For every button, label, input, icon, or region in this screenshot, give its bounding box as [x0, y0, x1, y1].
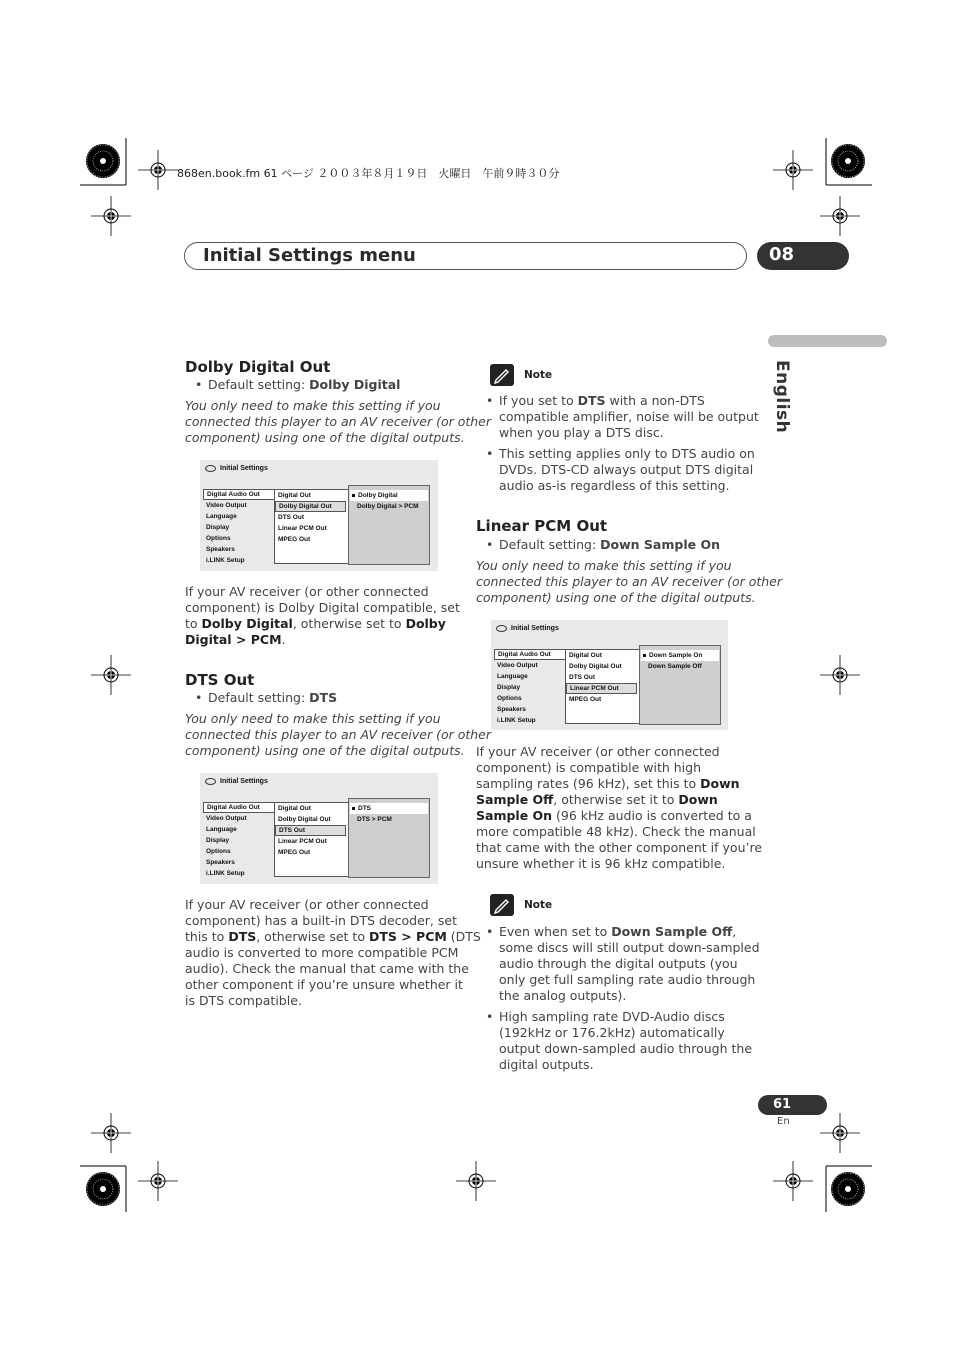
chapter-title-bar: [184, 242, 747, 270]
text-line: [476, 808, 762, 824]
text-line: connected this player to an AV receiver (or other: [185, 414, 492, 429]
menu-item: Speakers: [206, 859, 235, 866]
text-run: DTS: [577, 393, 606, 408]
note-label: Note: [524, 369, 553, 381]
menu-item: Language: [206, 513, 237, 520]
page-number-badge: [758, 1095, 827, 1115]
crosshair-icon: [91, 196, 131, 236]
note-bullet: [499, 446, 755, 494]
text-line: is DTS compatible.: [185, 993, 302, 1008]
text-run: Down: [700, 776, 740, 791]
option-item: DTS > PCM: [357, 816, 392, 823]
text-run: , otherwise set to: [256, 929, 369, 944]
default-setting-lpcm: [499, 537, 720, 553]
screen-title: Initial Settings: [220, 465, 268, 472]
default-setting-dolby: [208, 377, 400, 393]
default-setting-dts: [208, 690, 337, 706]
submenu-item: DTS Out: [569, 674, 595, 681]
print-header: 868en.book.fm 61 ページ ２００３年８月１９日 火曜日 午前９時３０分: [177, 167, 560, 180]
text-run: Dolby Digital: [201, 616, 293, 631]
menu-item: i.LINK Setup: [497, 717, 536, 724]
text-line: component) has a built-in DTS decoder, set: [185, 913, 457, 928]
submenu-item: MPEG Out: [569, 696, 602, 703]
screen-submenu: [274, 489, 349, 564]
text-line: component) is compatible with high: [476, 760, 702, 775]
text-line: DVDs. DTS-CD always output DTS digital: [499, 462, 754, 477]
text-run: DTS: [228, 929, 257, 944]
menu-item: Video Output: [206, 815, 247, 822]
text-line: [185, 929, 481, 945]
menu-item: Video Output: [497, 662, 538, 669]
menu-item: Digital Audio Out: [494, 649, 566, 660]
screen-submenu: [274, 802, 349, 877]
menu-item: i.LINK Setup: [206, 870, 245, 877]
text-line: some discs will still output down-sampled: [499, 940, 760, 955]
text-run: (96 kHz audio is converted to a: [552, 808, 752, 823]
text-line: connected this player to an AV receiver (or other: [476, 574, 783, 589]
menu-item: Display: [497, 684, 521, 691]
body-dts: [185, 897, 481, 1009]
registration-sunburst-icon: [831, 144, 865, 178]
menu-item: Options: [497, 695, 522, 702]
text-run: with a non-DTS: [605, 393, 705, 408]
default-label: Default setting:: [208, 377, 310, 392]
screen-options: [639, 645, 721, 725]
page-language-code: En: [777, 1116, 790, 1127]
text-line: component) using one of the digital outputs.: [185, 430, 465, 445]
text-line: compatible amplifier, noise will be output: [499, 409, 759, 424]
menu-item: Video Output: [206, 502, 247, 509]
section-heading-dolby: Dolby Digital Out: [185, 358, 331, 376]
menu-item: Speakers: [206, 546, 235, 553]
option-item: Down Sample On: [641, 650, 719, 661]
text-line: You only need to make this setting if you: [476, 558, 732, 573]
menu-item: Display: [206, 837, 230, 844]
crosshair-icon: [138, 1161, 178, 1201]
language-tab-label: English: [772, 360, 792, 434]
text-line: (192kHz or 176.2kHz) automatically: [499, 1025, 725, 1040]
menu-item: Language: [206, 826, 237, 833]
language-tab-bar: [768, 335, 887, 347]
submenu-item: Digital Out: [278, 805, 311, 812]
crosshair-icon: [820, 655, 860, 695]
text-run: Even when set to: [499, 924, 612, 939]
text-line: [499, 924, 760, 940]
text-line: [185, 632, 460, 648]
section-heading-dts: DTS Out: [185, 671, 255, 689]
text-line: when you play a DTS disc.: [499, 425, 664, 440]
text-line: If your AV receiver (or other connected: [185, 897, 429, 912]
text-run: Down Sample Off: [611, 924, 733, 939]
text-run: Digital > PCM: [185, 632, 282, 647]
text-run: Sample On: [476, 808, 553, 823]
intro-lpcm: [476, 558, 782, 606]
text-run: Sample Off: [476, 792, 554, 807]
submenu-item: Dolby Digital Out: [275, 501, 346, 512]
option-item: DTS: [350, 803, 428, 814]
note-pencil-icon: [490, 894, 514, 916]
registration-sunburst-icon: [86, 144, 120, 178]
crosshair-icon: [91, 655, 131, 695]
screen-title: Initial Settings: [220, 778, 268, 785]
screen-menu: [203, 489, 275, 566]
option-item: Dolby Digital > PCM: [357, 503, 419, 510]
menu-item: Options: [206, 535, 231, 542]
text-line: unsure whether it is 96 kHz compatible.: [476, 856, 726, 871]
crosshair-icon: [773, 1161, 813, 1201]
crosshair-icon: [820, 1113, 860, 1153]
submenu-item: MPEG Out: [278, 849, 311, 856]
text-run: Down: [678, 792, 718, 807]
screen-submenu: [565, 649, 640, 724]
crosshair-icon: [773, 150, 813, 190]
option-item: Down Sample Off: [648, 663, 702, 670]
menu-item: Digital Audio Out: [203, 489, 275, 500]
settings-screen-dts: [200, 773, 438, 884]
submenu-item: Digital Out: [569, 652, 602, 659]
submenu-item: DTS Out: [275, 825, 346, 836]
menu-item: Language: [497, 673, 528, 680]
default-value: DTS: [309, 690, 338, 705]
submenu-item: Dolby Digital Out: [278, 816, 331, 823]
text-run: ,: [732, 924, 737, 939]
text-line: You only need to make this setting if you: [185, 711, 441, 726]
screen-menu: [203, 802, 275, 879]
crosshair-icon: [456, 1161, 496, 1201]
submenu-item: MPEG Out: [278, 536, 311, 543]
screen-title: Initial Settings: [511, 625, 559, 632]
submenu-item: DTS Out: [278, 514, 304, 521]
screen-options: [348, 485, 430, 565]
text-run: this to: [185, 929, 229, 944]
screen-menu: [494, 649, 566, 726]
text-line: audio as-is regardless of this setting.: [499, 478, 730, 493]
note-pencil-icon: [490, 364, 514, 386]
text-line: component) using one of the digital outputs.: [185, 743, 465, 758]
text-run: (DTS: [446, 929, 481, 944]
default-label: Default setting:: [499, 537, 601, 552]
body-dolby: [185, 584, 460, 648]
text-line: component) is Dolby Digital compatible, set: [185, 600, 460, 615]
text-line: audio). Check the manual that came with the: [185, 961, 469, 976]
menu-item: i.LINK Setup: [206, 557, 245, 564]
text-line: audio through the digital outputs (you: [499, 956, 738, 971]
text-line: [476, 776, 762, 792]
text-run: to: [185, 616, 202, 631]
crosshair-icon: [138, 150, 178, 190]
menu-item: Speakers: [497, 706, 526, 713]
registration-sunburst-icon: [86, 1172, 120, 1206]
text-run: .: [281, 632, 286, 647]
text-line: connected this player to an AV receiver (or other: [185, 727, 492, 742]
text-line: [185, 616, 460, 632]
text-run: sampling rates (96 kHz), set this to: [476, 776, 701, 791]
note-bullet: [499, 393, 759, 441]
body-lpcm: [476, 744, 762, 872]
section-heading-lpcm: Linear PCM Out: [476, 517, 608, 535]
text-line: You only need to make this setting if you: [185, 398, 441, 413]
menu-item: Options: [206, 848, 231, 855]
disc-icon: [205, 778, 216, 785]
text-line: the analog outputs).: [499, 988, 627, 1003]
text-line: component) using one of the digital outputs.: [476, 590, 756, 605]
submenu-item: Linear PCM Out: [278, 838, 327, 845]
note-bullet: [499, 1009, 752, 1073]
page-number: 61: [773, 1097, 792, 1112]
default-value: Dolby Digital: [309, 377, 401, 392]
text-run: DTS > PCM: [368, 929, 447, 944]
settings-screen-lpcm: [491, 620, 728, 730]
text-line: • This setting applies only to DTS audio on: [499, 446, 755, 461]
text-line: that came with the other component if you’re: [476, 840, 763, 855]
text-line: [476, 792, 762, 808]
text-line: more compatible 48 kHz). Check the manual: [476, 824, 756, 839]
note-label: Note: [524, 899, 553, 911]
crosshair-icon: [91, 1113, 131, 1153]
option-item: Dolby Digital: [350, 490, 428, 501]
default-label: Default setting:: [208, 690, 310, 705]
text-line: output down-sampled audio through the: [499, 1041, 753, 1056]
disc-icon: [496, 625, 507, 632]
text-line: If your AV receiver (or other connected: [476, 744, 720, 759]
settings-screen-dolby: [200, 460, 438, 571]
text-line: other component if you’re unsure whether it: [185, 977, 463, 992]
crosshair-icon: [820, 196, 860, 236]
page-title: Initial Settings menu: [203, 245, 416, 266]
submenu-item: Linear PCM Out: [278, 525, 327, 532]
text-line: [499, 393, 759, 409]
submenu-item: Dolby Digital Out: [569, 663, 622, 670]
text-run: Dolby: [405, 616, 446, 631]
note-bullet: [499, 924, 760, 1004]
registration-sunburst-icon: [831, 1172, 865, 1206]
menu-item: Display: [206, 524, 230, 531]
text-line: digital outputs.: [499, 1057, 594, 1072]
text-line: audio is converted to more compatible PCM: [185, 945, 459, 960]
text-run: , otherwise set to: [292, 616, 406, 631]
submenu-item: Digital Out: [278, 492, 311, 499]
text-line: only get full sampling rate audio through: [499, 972, 756, 987]
text-run: , otherwise set it to: [553, 792, 679, 807]
intro-dolby: [185, 398, 491, 446]
default-value: Down Sample On: [600, 537, 720, 552]
text-line: • High sampling rate DVD-Audio discs: [499, 1009, 725, 1024]
intro-dts: [185, 711, 491, 759]
chapter-number-badge: [757, 242, 849, 270]
disc-icon: [205, 465, 216, 472]
screen-options: [348, 798, 430, 878]
text-line: If your AV receiver (or other connected: [185, 584, 429, 599]
text-run: If you set to: [499, 393, 578, 408]
chapter-number: 08: [769, 244, 795, 265]
submenu-item: Linear PCM Out: [566, 683, 637, 694]
menu-item: Digital Audio Out: [203, 802, 275, 813]
